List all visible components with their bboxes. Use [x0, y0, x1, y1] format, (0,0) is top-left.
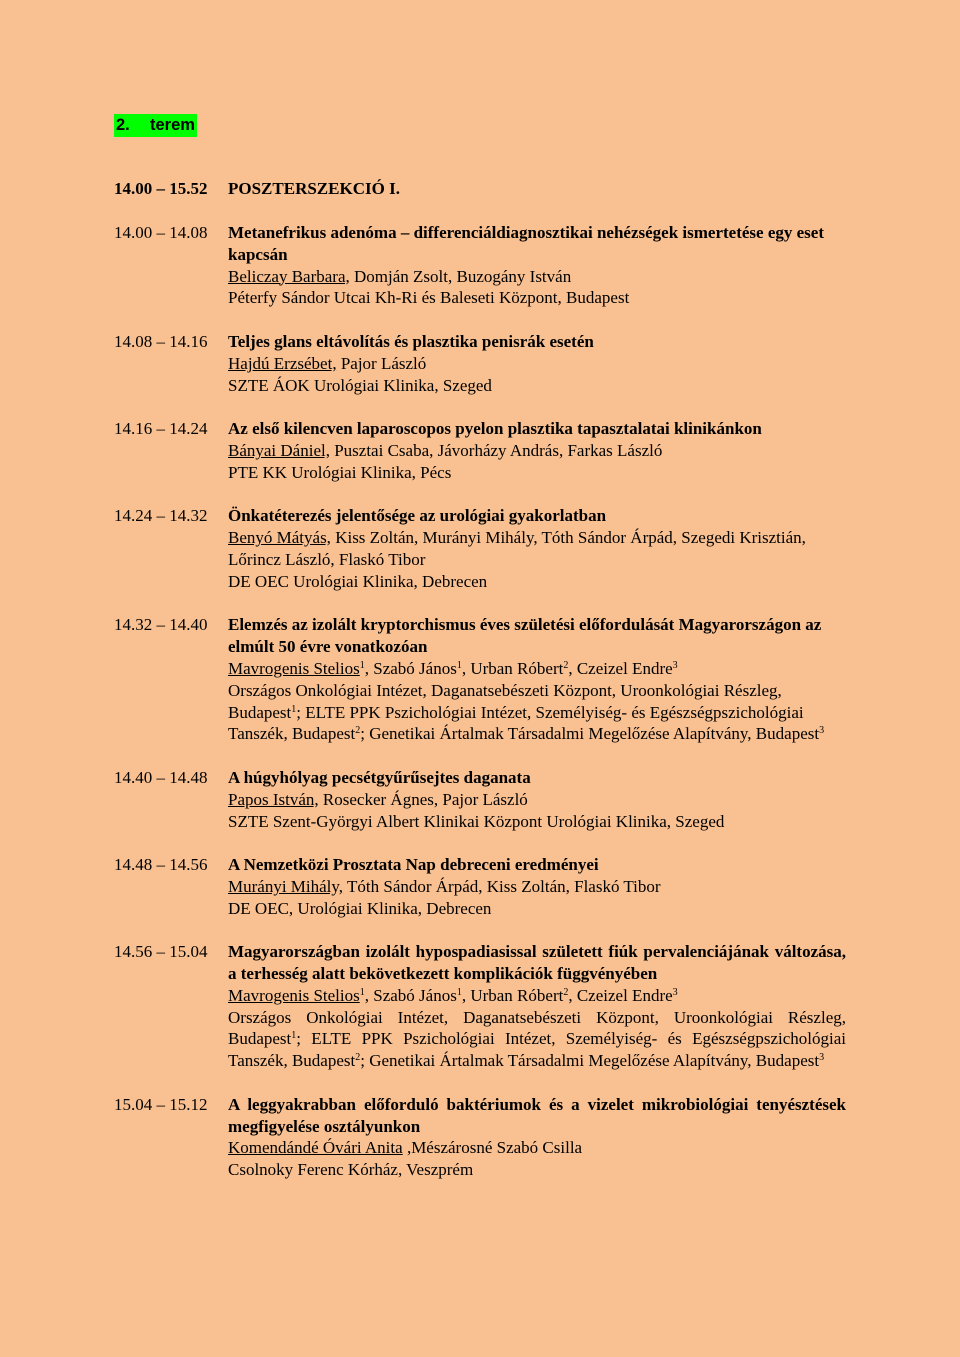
room-label: terem [150, 116, 195, 134]
talk-affiliation: DE OEC, Urológiai Klinika, Debrecen [228, 898, 492, 918]
presenter: Bányai Dániel, [228, 440, 330, 460]
talk-list [114, 222, 846, 1203]
talk-authors [228, 789, 846, 811]
coauthors: Pajor László [336, 353, 427, 373]
footnote-mark: 3 [672, 986, 678, 998]
talk-time: 14.08 – 14.16 [114, 331, 208, 351]
footnote-mark: 2 [355, 1052, 361, 1064]
room-number: 2. [116, 116, 130, 134]
session-title: POSZTERSZEKCIÓ I. [228, 179, 400, 198]
talk-time: 14.00 – 14.08 [114, 223, 208, 242]
coauthor: , Szabó János [364, 985, 457, 1005]
coauthor: , Urban Róbert [461, 985, 564, 1005]
affiliation-part: Országos Onkológiai Intézet, Daganatsebészeti Központ, Uroonkológiai Részleg, Budapest [228, 1007, 846, 1049]
footnote-mark: 1 [359, 986, 365, 998]
talk-title: Magyarországban izolált hypospadiasissal született fiúk pervalenciájának változása, a terhesség alatt bekövetkezett komplikációk függvényében [228, 942, 846, 984]
talk-authors [228, 876, 846, 898]
talk-title: A leggyakrabban előforduló baktériumok és a vizelet mikrobiológiai tenyésztések megfigyelése osztályunkon [228, 1094, 846, 1136]
coauthors: Pusztai Csaba, Jávorházy András, Farkas László [329, 440, 663, 460]
footnote-mark: 2 [563, 659, 569, 671]
talk-affiliation: PTE KK Urológiai Klinika, Pécs [228, 462, 452, 482]
talk-authors [228, 527, 846, 571]
talk-title: Önkatéterezés jelentősége az urológiai gyakorlatban [228, 506, 607, 526]
coauthors: Kiss Zoltán, Murányi Mihály, Tóth Sándor Árpád, Szegedi Krisztián, Lőrincz László, Flaskó Tibor [228, 528, 806, 569]
footnote-mark: 1 [359, 659, 365, 671]
talk-item [114, 614, 846, 745]
talk-authors [228, 266, 846, 288]
talk-affiliation [228, 680, 846, 745]
footnote-mark: 2 [563, 986, 569, 998]
footnote-mark: 1 [456, 659, 462, 671]
presenter: Beliczay Barbara, [228, 266, 350, 286]
talk-affiliation: Csolnoky Ferenc Kórház, Veszprém [228, 1160, 474, 1180]
talk-time: 15.04 – 15.12 [114, 1094, 208, 1114]
talk-item [114, 505, 846, 592]
talk-affiliation [228, 1007, 846, 1072]
coauthors: Tóth Sándor Árpád, Kiss Zoltán, Flaskó Tibor [343, 876, 661, 896]
coauthor: , Czeizel Endre [568, 658, 673, 678]
presenter: Papos István, [228, 789, 319, 809]
talk-time: 14.24 – 14.32 [114, 506, 208, 526]
footnote-mark: 1 [456, 986, 462, 998]
talk-title: Az első kilencven laparoscopos pyelon plasztika tapasztalatai klinikánkon [228, 419, 762, 439]
talk-time: 14.40 – 14.48 [114, 767, 208, 787]
presenter: Mavrogenis Stelios [228, 658, 360, 678]
talk-item [114, 222, 846, 309]
talk-title: Teljes glans eltávolítás és plasztika penisrák esetén [228, 331, 594, 351]
room-heading [114, 114, 197, 137]
coauthors: Rosecker Ágnes, Pajor László [318, 789, 528, 809]
talk-item [114, 331, 846, 396]
talk-time: 14.56 – 15.04 [114, 942, 208, 962]
affiliation-part: ; ELTE PPK Pszichológiai Intézet, Személyiség- és Egészségpszichológiai Tanszék, Budapest [228, 1029, 846, 1071]
talk-time: 14.32 – 14.40 [114, 615, 208, 635]
coauthors: ,Mészárosné Szabó Csilla [402, 1138, 583, 1158]
affiliation-part: ; Genetikai Ártalmak Társadalmi Megelőzése Alapítvány, Budapest [360, 724, 820, 744]
footnote-mark: 3 [672, 659, 678, 671]
talk-affiliation: SZTE Szent-Györgyi Albert Klinikai Központ Urológiai Klinika, Szeged [228, 811, 725, 831]
affiliation-part: ; ELTE PPK Pszichológiai Intézet, Személyiség- és Egészségpszichológiai Tanszék, Budapest [228, 702, 804, 744]
talk-title: Elemzés az izolált kryptorchismus éves születési előfordulását Magyarországon az elmúlt 50 évre vonatkozóan [228, 615, 822, 657]
talk-time: 14.16 – 14.24 [114, 419, 208, 439]
talk-authors [228, 985, 846, 1007]
talk-title: A Nemzetközi Prosztata Nap debreceni eredményei [228, 855, 599, 875]
footnote-mark: 2 [355, 725, 361, 737]
talk-item [114, 854, 846, 919]
footnote-mark: 1 [291, 1030, 297, 1042]
presenter: Komendándé Óvári Anita [228, 1138, 403, 1158]
talk-item [114, 767, 846, 832]
session-time: 14.00 – 15.52 [114, 179, 208, 198]
affiliation-part: ; Genetikai Ártalmak Társadalmi Megelőzése Alapítvány, Budapest [360, 1051, 820, 1071]
talk-item [114, 1094, 846, 1181]
talk-affiliation: SZTE ÁOK Urológiai Klinika, Szeged [228, 375, 492, 395]
presenter: Mavrogenis Stelios [228, 985, 360, 1005]
talk-authors [228, 658, 846, 680]
footnote-mark: 1 [291, 703, 297, 715]
footnote-mark: 3 [819, 725, 825, 737]
talk-authors [228, 353, 846, 375]
talk-affiliation: Péterfy Sándor Utcai Kh-Ri és Baleseti Központ, Budapest [228, 288, 630, 308]
talk-title: A húgyhólyag pecsétgyűrűsejtes daganata [228, 767, 531, 787]
presenter: Hajdú Erzsébet, [228, 353, 337, 373]
presenter: Murányi Mihály, [228, 876, 344, 896]
talk-affiliation: DE OEC Urológiai Klinika, Debrecen [228, 571, 488, 591]
affiliation-part: Országos Onkológiai Intézet, Daganatsebészeti Központ, Uroonkológiai Részleg, Budapest [228, 680, 782, 722]
session-heading [114, 178, 400, 200]
talk-authors [228, 440, 846, 462]
coauthor: , Czeizel Endre [568, 985, 673, 1005]
talk-item [114, 941, 846, 1072]
talk-item [114, 418, 846, 483]
coauthor: , Szabó János [364, 658, 457, 678]
footnote-mark: 3 [819, 1052, 825, 1064]
coauthor: , Urban Róbert [461, 658, 564, 678]
talk-authors [228, 1137, 846, 1159]
coauthors: Domján Zsolt, Buzogány István [349, 266, 572, 286]
presenter: Benyó Mátyás, [228, 528, 331, 548]
talk-title: Metanefrikus adenóma – differenciáldiagnosztikai nehézségek ismertetése egy eset kapcsán [228, 223, 824, 264]
talk-time: 14.48 – 14.56 [114, 855, 208, 875]
